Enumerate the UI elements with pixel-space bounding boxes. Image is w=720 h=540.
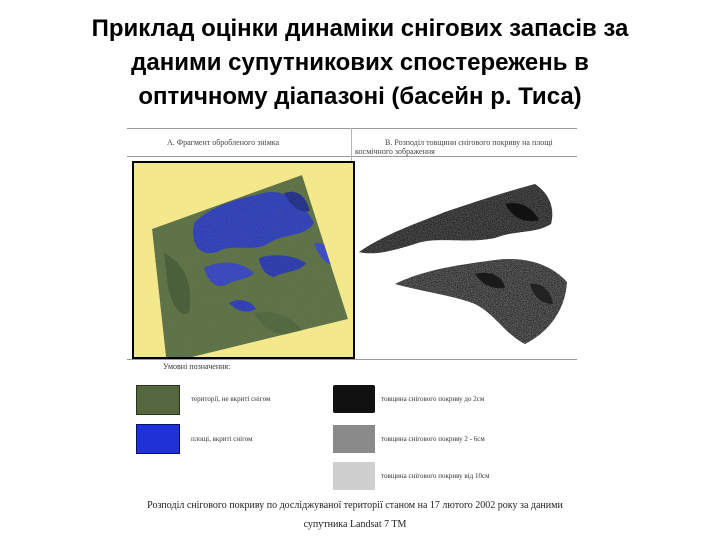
legend-label-snow-covered: площі, вкриті снігом: [191, 435, 253, 443]
figure-caption-rule: [127, 156, 577, 157]
satellite-image: [134, 163, 353, 357]
footer-caption-line1: Розподіл снігового покриву по досліджуваної території станом на 17 лютого 2002 року за даними: [147, 500, 563, 511]
caption-b-line1: В. Розподіл товщини снігового покриву на площі: [385, 138, 553, 147]
figure-bottom-rule: [127, 359, 577, 360]
gray-snow-swatch-icon: [333, 425, 375, 453]
caption-b-line2: космічного зображення: [355, 147, 435, 156]
light-snow-swatch-icon: [333, 462, 375, 490]
green-terrain-swatch-icon: [136, 385, 180, 415]
slide-title: [10, 12, 710, 114]
legend-label-depth-2-6: товщина снігового покриву 2 - 6см: [381, 435, 485, 443]
legend-label-no-snow: території, не вкриті снігом: [191, 395, 271, 403]
title-line-2: даними супутникових спостережень в: [131, 49, 589, 76]
dark-snow-swatch-icon: [333, 385, 375, 413]
figure-top-rule: [127, 128, 577, 129]
legend-label-depth-10: товщина снігового покриву від 10см: [381, 472, 490, 480]
title-line-1: Приклад оцінки динаміки снігових запасів за: [91, 15, 629, 42]
legend-label-depth-2: товщина снігового покриву до 2см: [381, 395, 485, 403]
snow-depth-map: [355, 164, 573, 354]
satellite-figure: [127, 128, 577, 360]
legend-title: Умовні позначення:: [163, 362, 231, 371]
processed-image-panel: [132, 161, 355, 359]
blue-snow-swatch-icon: [136, 424, 180, 454]
footer-caption-line2: супутника Landsat 7 TM: [303, 519, 407, 530]
caption-a: А. Фрагмент обробленого знімка: [167, 138, 280, 147]
title-line-3: оптичному діапазоні (басейн р. Тиса): [138, 83, 582, 110]
